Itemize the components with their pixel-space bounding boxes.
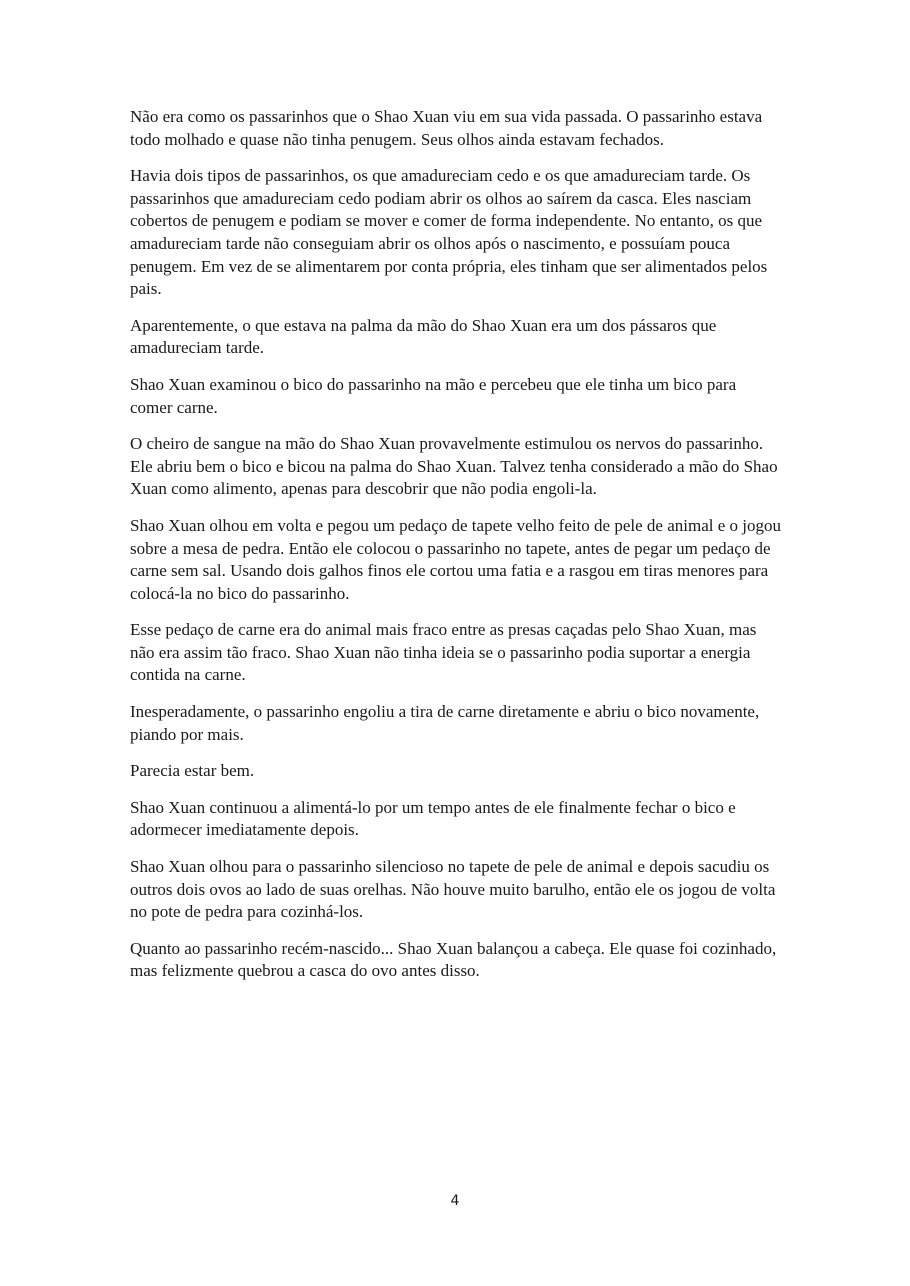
paragraph: Shao Xuan examinou o bico do passarinho na mão e percebeu que ele tinha um bico para comer carne. [130,374,737,417]
paragraph: Shao Xuan olhou em volta e pegou um pedaço de tapete velho feito de pele de animal e o jogou sobre a mesa de pedra. Então ele colocou o passarinho no tapete, antes de pegar um pedaço de carne sem sal. Usando dois galhos finos ele cortou uma fatia e a rasgou em tiras menores para colocá-la no bico do passarinho. [130,515,781,603]
paragraph: O cheiro de sangue na mão do Shao Xuan provavelmente estimulou os nervos do passarinho. Ele abriu bem o bico e bicou na palma do Shao Xuan. Talvez tenha considerado a mão do Shao Xuan como alimento, apenas para descobrir que não podia engoli-la. [130,434,778,499]
paragraph: Inesperadamente, o passarinho engoliu a tira de carne diretamente e abriu o bico novamente, piando por mais. [130,702,760,744]
paragraph: Esse pedaço de carne era do animal mais fraco entre as presas caçadas pelo Shao Xuan, mas não era assim tão fraco. Shao Xuan não tinha ideia se o passarinho podia suportar a energia contida na carne. [130,620,757,685]
paragraph: Aparentemente, o que estava na palma da mão do Shao Xuan era um dos pássaros que amadureciam tarde. [130,315,717,358]
paragraph: Parecia estar bem. [130,761,255,781]
paragraph: Quanto ao passarinho recém-nascido... Shao Xuan balançou a cabeça. Ele quase foi cozinhado, mas felizmente quebrou a casca do ovo antes disso. [130,938,777,981]
paragraph: Não era como os passarinhos que o Shao Xuan viu em sua vida passada. O passarinho estava todo molhado e quase não tinha penugem. Seus olhos ainda estavam fechados. [130,107,763,149]
body-text [130,106,782,997]
page-number: 4 [450,1193,460,1209]
paragraph: Shao Xuan olhou para o passarinho silencioso no tapete de pele de animal e depois sacudiu os outros dois ovos ao lado de suas orelhas. Não houve muito barulho, então ele os jogou de volta no pote de pedra para cozinhá-los. [130,857,776,922]
paragraph: Havia dois tipos de passarinhos, os que amadureciam cedo e os que amadureciam tarde. Os passarinhos que amadureciam cedo podiam abrir os olhos ao saírem da casca. Eles nasciam cobertos de penugem e podiam se mover e comer de forma independente. No entanto, os que amadureciam tarde não conseguiam abrir os olhos após o nascimento, e possuíam pouca penugem. Em vez de se alimentarem por conta própria, eles tinham que ser alimentados pelos pais. [130,166,768,299]
paragraph: Shao Xuan continuou a alimentá-lo por um tempo antes de ele finalmente fechar o bico e adormecer imediatamente depois. [130,797,736,840]
